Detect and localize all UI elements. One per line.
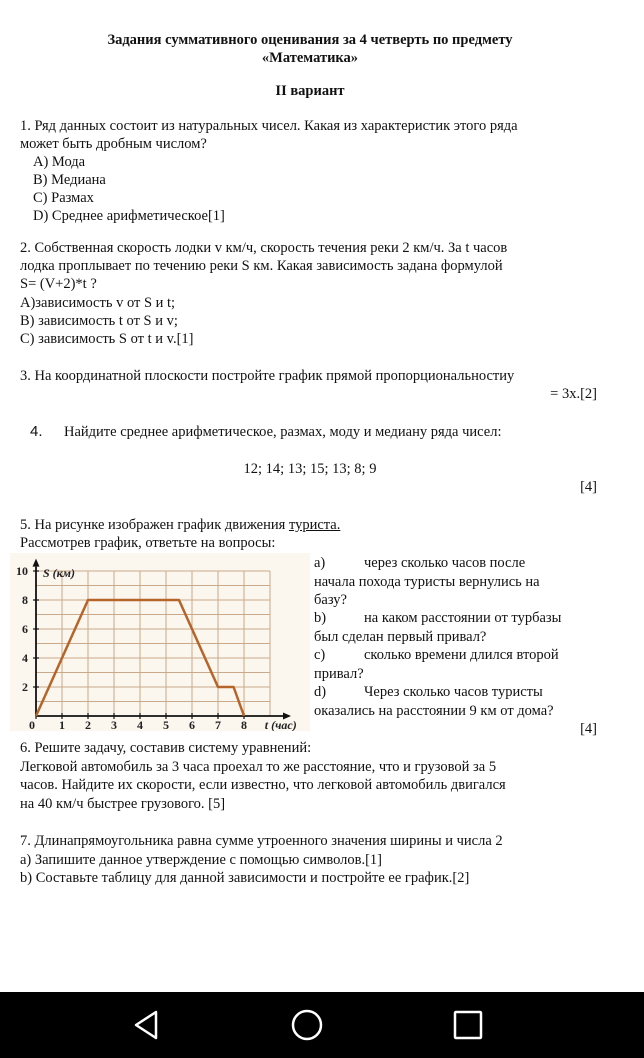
- y-tick-label: 2: [22, 680, 28, 694]
- doc-title-line1: Задания суммативного оценивания за 4 четверть по предмету: [107, 32, 513, 48]
- q1-line1: 1. Ряд данных состоит из натуральных чисел. Какая из характеристик этого ряда: [20, 118, 518, 134]
- q5-item-c-marker: c): [314, 647, 326, 663]
- tourist-motion-chart: [10, 553, 310, 731]
- x-axis-label: t (час): [264, 718, 297, 731]
- q5-line2: Рассмотрев график, ответьте на вопросы:: [20, 535, 276, 551]
- q5-item-d-line1: Через сколько часов туристы: [364, 684, 543, 700]
- y-tick-label: 4: [22, 651, 28, 665]
- home-icon: [290, 1008, 324, 1042]
- x-tick-label: 7: [215, 718, 221, 731]
- q7-line3: b) Составьте таблицу для данной зависимости и постройте ее график.[2]: [20, 870, 470, 886]
- y-tick-label: 10: [16, 564, 28, 578]
- q5-line1: [20, 516, 340, 534]
- x-tick-label: 6: [189, 718, 195, 731]
- q4-text: Найдите среднее арифметическое, размах, моду и медиану ряда чисел:: [64, 424, 502, 440]
- q1-option-b: B) Медиана: [33, 172, 106, 188]
- x-tick-label: 3: [111, 718, 117, 731]
- q1-option-a: A) Мода: [33, 154, 86, 170]
- q2-line1: 2. Собственная скорость лодки v км/ч, скорость течения реки 2 км/ч. За t часов: [20, 240, 508, 256]
- q5-item-a-line3: базу?: [314, 592, 347, 608]
- q6-line3: часов. Найдите их скорости, если известно, что легковой автомобиль двигался: [20, 777, 506, 793]
- doc-title-line2: «Математика»: [261, 50, 359, 66]
- recents-button[interactable]: [451, 1008, 485, 1042]
- q5-item-c-line2: привал?: [314, 666, 364, 682]
- variant-label: II вариант: [275, 83, 345, 99]
- q5-item-a-marker: a): [314, 555, 326, 571]
- q5-item-d-marker: d): [314, 684, 327, 700]
- x-tick-label: 8: [241, 718, 247, 731]
- x-tick-label: 1: [59, 718, 65, 731]
- q5-line1-underlined: туриста.: [288, 517, 341, 533]
- q5-item-b-line2: был сделан первый привал?: [314, 629, 487, 645]
- recents-icon: [451, 1008, 485, 1042]
- home-button[interactable]: [290, 1008, 324, 1042]
- q4-points: [4]: [580, 479, 597, 495]
- x-tick-label: 0: [29, 718, 35, 731]
- y-axis-label: S (км): [43, 566, 75, 580]
- q5-item-b-marker: b): [314, 610, 327, 626]
- q5-item-a-line2: начала похода туристы вернулись на: [314, 574, 540, 590]
- q7-line1: 7. Длинапрямоугольника равна сумме утроенного значения ширины и числа 2: [20, 833, 503, 849]
- q5-points: [4]: [580, 721, 597, 737]
- q7-line2: a) Запишите данное утверждение с помощью символов.[1]: [20, 852, 383, 868]
- q3-line2: = 3x.[2]: [550, 386, 597, 402]
- q2-option-b: B) зависимость t от S и v;: [20, 313, 178, 329]
- q5-item-d-line2: оказались на расстоянии 9 км от дома?: [314, 703, 554, 719]
- q6-line4: на 40 км/ч быстрее грузового. [5]: [20, 796, 226, 812]
- q6-line1: 6. Решите задачу, составив систему уравнений:: [20, 740, 312, 756]
- q2-line3: S= (V+2)*t ?: [20, 276, 97, 292]
- q1-option-c: C) Размах: [33, 190, 94, 206]
- q1-line2: может быть дробным числом?: [20, 136, 207, 152]
- q2-option-a: A)зависимость v от S и t;: [20, 295, 176, 311]
- y-tick-label: 8: [22, 593, 28, 607]
- x-tick-label: 5: [163, 718, 169, 731]
- x-tick-label: 2: [85, 718, 91, 731]
- q5-item-a-line1: через сколько часов после: [364, 555, 526, 571]
- system-navigation-bar: [0, 992, 644, 1058]
- q1-option-d: D) Среднее арифметическое[1]: [33, 208, 225, 224]
- q2-line2: лодка проплывает по течению реки S км. Какая зависимость задана формулой: [20, 258, 503, 274]
- q2-option-c: C) зависимость S от t и v.[1]: [20, 331, 194, 347]
- back-button[interactable]: [130, 1008, 164, 1042]
- q5-item-c-line1: сколько времени длился второй: [364, 647, 559, 663]
- q6-line2: Легковой автомобиль за 3 часа проехал то же расстояние, что и грузовой за 5: [20, 759, 497, 775]
- q4-series: 12; 14; 13; 15; 13; 8; 9: [243, 461, 377, 477]
- q3-line1: 3. На координатной плоскости постройте график прямой пропорциональностиу: [20, 368, 515, 384]
- y-tick-label: 6: [22, 622, 28, 636]
- q5-line1-prefix: 5. На рисунке изображен график движения: [20, 517, 289, 533]
- q5-item-b-line1: на каком расстоянии от турбазы: [364, 610, 562, 626]
- x-tick-label: 4: [137, 718, 143, 731]
- back-icon: [130, 1008, 164, 1042]
- q4-number: 4.: [30, 423, 43, 440]
